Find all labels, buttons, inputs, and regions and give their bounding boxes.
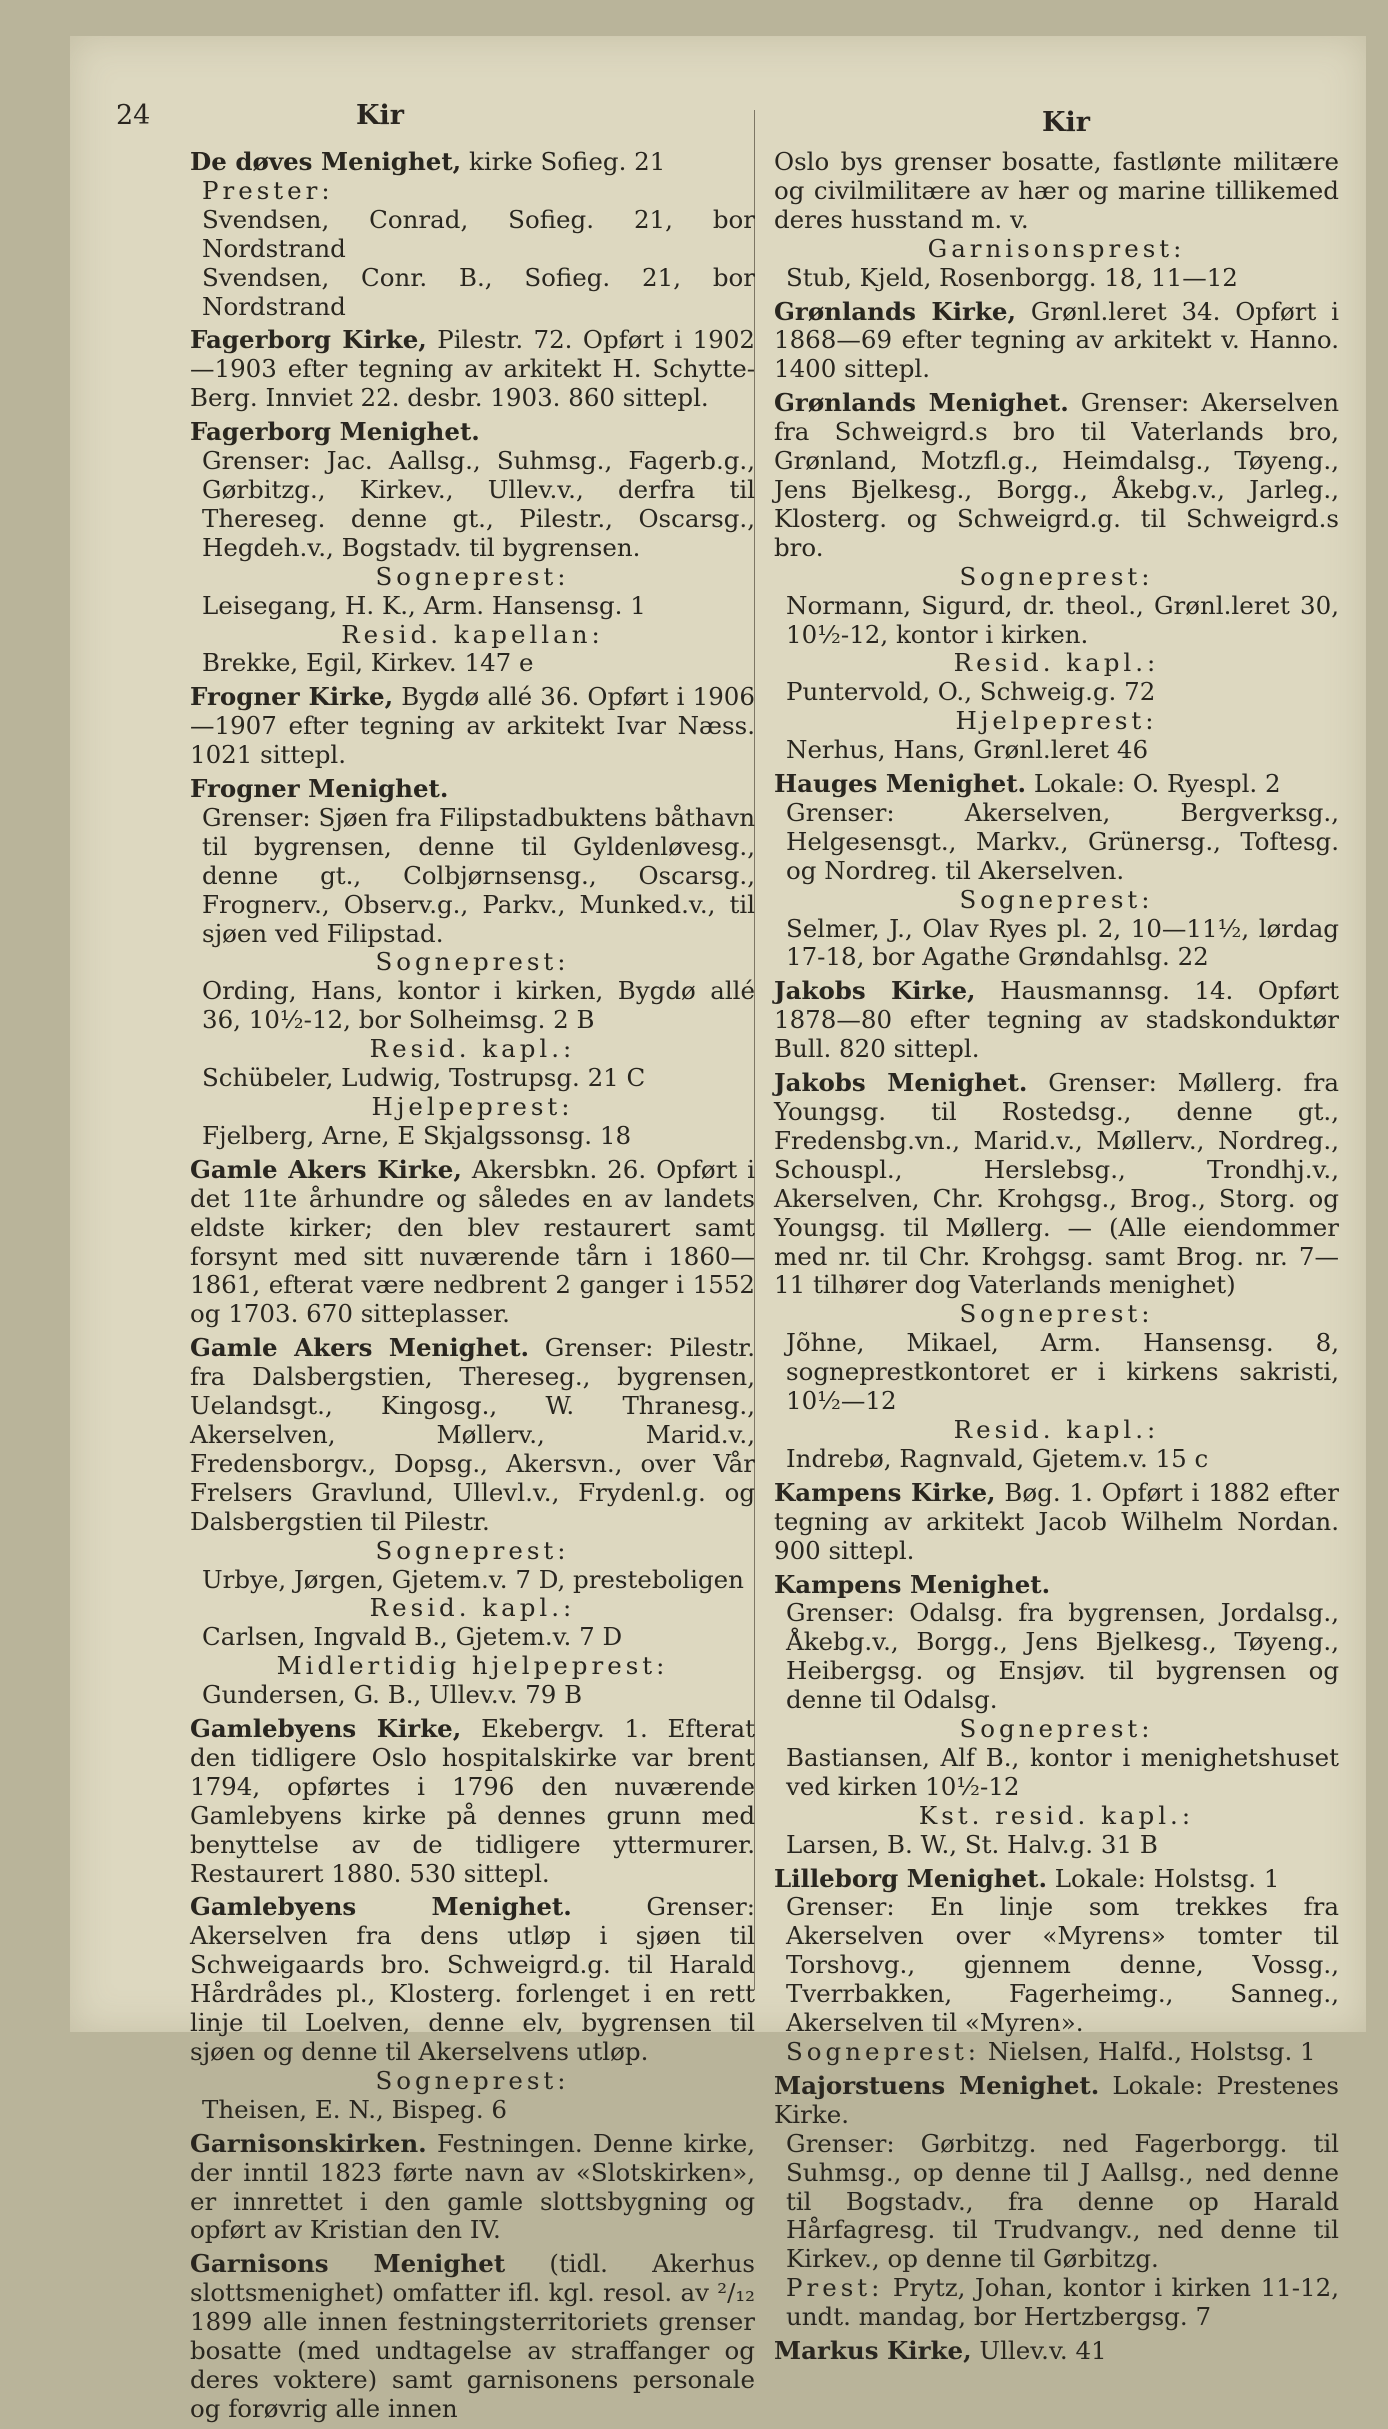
- directory-entry: [190, 1715, 755, 1888]
- role-label: Sogneprest:: [786, 2037, 981, 2066]
- entry-boundary-text: Grenser: Odalsg. fra bygrensen, Jordalsg., Åkebg.v., Borgg., Jens Bjelkesg., Tøyeng., Heibergsg. og Ensjøv. til bygrensen og denne til Odalsg.: [786, 1598, 1339, 1715]
- entry-title: Fagerborg Menighet.: [190, 417, 480, 447]
- page-header: [0, 62, 1388, 138]
- directory-entry: [774, 148, 1339, 293]
- entry-text: Grenser: Pilestr. fra Dalsbergstien, Thereseg., bygrensen, Uelandsgt., Kingosg., W. Thranesg., Akerselven, Møllerv., Marid.v., Fredensborgv., Dopsg., Akersvn., over Vår Frelsers Gravlund, Ullevl.v., Frydenl.g. og Dalsbergstien til Pilestr.: [190, 1333, 755, 1536]
- role-label: Hjelpeprest:: [371, 1092, 574, 1121]
- role-person: Selmer, J., Olav Ryes pl. 2, 10—11½, lørdag 17-18, bor Agathe Grøndahlsg. 22: [786, 913, 1339, 972]
- role-label: Sogneprest:: [959, 1299, 1154, 1329]
- entry-heading-line: [774, 770, 1339, 799]
- entry-title: Grønlands Menighet.: [774, 388, 1069, 418]
- role-person: Ording, Hans, kontor i kirken, Bygdø allé 36, 10½-12, bor Solheimsg. 2 B: [202, 976, 755, 1035]
- entry-title: Jakobs Menighet.: [774, 1068, 1028, 1098]
- entry-title: Gamlebyens Kirke,: [190, 1714, 462, 1744]
- directory-entry: [190, 148, 755, 321]
- entry-text: Grenser: Møllerg. fra Youngsg. til Rostedsg., denne gt., Fredensbg.vn., Marid.v., Møllerv., Nordreg., Schouspl., Herslebsg., Trondhj.v., Akerselven, Chr. Krohgsg., Brog., Storg. og Youngsg. til Møllerg. — (Alle eiendommer med nr. til Chr. Krohgsg. samt Brog. nr. 7—11 tilhører dog Vaterlands menighet): [774, 1068, 1339, 1300]
- entry-title: Garnisonskirken.: [190, 2128, 427, 2158]
- entry-heading-line: [774, 389, 1339, 562]
- entry-text: kirke Sofieg. 21: [468, 147, 666, 176]
- role-person: Theisen, E. N., Bispeg. 6: [202, 2094, 508, 2124]
- entry-text: Lokale: O. Ryespl. 2: [1033, 769, 1281, 799]
- role-person: Svendsen, Conrad, Sofieg. 21, bor Nordstrand: [202, 204, 755, 263]
- directory-entry: [774, 770, 1339, 972]
- entry-title: Jakobs Kirke,: [774, 976, 976, 1006]
- entry-title: Gamle Akers Menighet.: [190, 1333, 530, 1363]
- entry-heading-line: [190, 148, 755, 177]
- entry-heading-line: [774, 1069, 1339, 1300]
- directory-entry: [190, 1156, 755, 1329]
- entry-title: Kampens Menighet.: [774, 1569, 1051, 1599]
- role-label: Hjelpeprest:: [955, 706, 1158, 736]
- role-person: Larsen, B. W., St. Halv.g. 31 B: [786, 1829, 1158, 1859]
- entry-heading-line: [190, 1893, 755, 2066]
- role-label: Resid. kapl.:: [369, 1034, 576, 1064]
- right-column: [774, 148, 1339, 2371]
- entry-heading-line: [190, 2130, 755, 2246]
- role-label: Sogneprest:: [959, 1714, 1154, 1744]
- directory-entry: [190, 775, 755, 1151]
- role-label: Resid. kapl.:: [369, 1593, 576, 1623]
- directory-entry: [774, 2072, 1339, 2332]
- entry-title: Gamlebyens Menighet.: [190, 1892, 572, 1922]
- role-label: Sogneprest:: [375, 1535, 570, 1565]
- role-person: Leisegang, H. K., Arm. Hansensg. 1: [202, 590, 646, 620]
- directory-entry: [774, 2337, 1339, 2366]
- entry-heading-line: [190, 1715, 755, 1888]
- directory-entry: [190, 683, 755, 770]
- role-label: Sogneprest:: [375, 561, 570, 591]
- entry-text: Bøg. 1. Opført i 1882 efter tegning av arkitekt Jacob Wilhelm Nordan. 900 sittepl.: [774, 1477, 1339, 1565]
- directory-entry: [774, 298, 1339, 385]
- entry-boundary-text: Grenser: Akerselven, Bergverksg., Helgesensgt., Markv., Grünersg., Toftesg. og Nordreg. til Akerselven.: [786, 797, 1339, 885]
- entry-heading-line: [190, 683, 755, 770]
- role-person: Carlsen, Ingvald B., Gjetem.v. 7 D: [202, 1622, 623, 1652]
- role-label: Sogneprest:: [959, 884, 1154, 914]
- entry-heading-line: [190, 1156, 755, 1329]
- role-person: Bastiansen, Alf B., kontor i menighetshuset ved kirken 10½-12: [786, 1742, 1339, 1801]
- header-right-word: Kir: [1042, 107, 1090, 138]
- role-person: Puntervold, O., Schweig.g. 72: [786, 677, 1156, 707]
- entry-heading-line: [774, 1571, 1339, 1600]
- entry-text: Akersbkn. 26. Opført i det 11te århundre og således en av landets eldste kirker; den blev restaurert samt forsynt med sitt nuværende tårn i 1860—1861, efterat være nedbrent 2 ganger i 1552 og 1703. 670 sitteplasser.: [190, 1154, 755, 1329]
- directory-entry: [774, 1865, 1339, 2067]
- role-person: Indrebø, Ragnvald, Gjetem.v. 15 c: [786, 1443, 1209, 1473]
- role-person: Prytz, Johan, kontor i kirken 11-12, undt. mandag, bor Hertzbergsg. 7: [786, 2273, 1339, 2332]
- role-label: Resid. kapellan:: [341, 619, 604, 649]
- entry-heading-line: [774, 1479, 1339, 1566]
- directory-entry: [774, 389, 1339, 765]
- role-person: Gundersen, G. B., Ullev.v. 79 B: [202, 1680, 583, 1710]
- role-line: [774, 2274, 1339, 2332]
- role-label: Sogneprest:: [959, 561, 1154, 591]
- page-number: 24: [116, 100, 151, 131]
- entry-text: Lokale: Holstsg. 1: [1054, 1863, 1280, 1893]
- entry-text: Lokale: Prestenes Kirke.: [774, 2070, 1339, 2129]
- directory-entry: [774, 1571, 1339, 1860]
- entry-text: Bygdø allé 36. Opført i 1906—1907 efter tegning av arkitekt Ivar Næss. 1021 sittepl.: [190, 682, 755, 770]
- directory-entry: [190, 326, 755, 413]
- entry-heading-line: [774, 1865, 1339, 1894]
- role-person: Urbye, Jørgen, Gjetem.v. 7 D, presteboligen: [202, 1564, 744, 1594]
- role-person: Fjelberg, Arne, E Skjalgssonsg. 18: [202, 1120, 632, 1150]
- entry-title: Garnisons Menighet: [190, 2249, 506, 2279]
- left-column: [190, 148, 755, 2429]
- entry-heading-line: [190, 775, 755, 804]
- entry-heading-line: [190, 2250, 755, 2423]
- role-label: Sogneprest:: [375, 2065, 570, 2095]
- directory-entry: [190, 2130, 755, 2246]
- role-person: Schübeler, Ludwig, Tostrupsg. 21 C: [202, 1063, 646, 1093]
- entry-boundary-text: Grenser: Jac. Aallsg., Suhmsg., Fagerb.g., Gørbitzg., Kirkev., Ullev.v., derfra til Thereseg. denne gt., Pilestr., Oscarsg., Hegdeh.v., Bogstadv. til bygrensen.: [202, 446, 755, 562]
- entry-text: Festningen. Denne kirke, der inntil 1823 førte navn av «Slotskirken», er innrettet i den gamle slottsbygning og opført av Kristian den IV.: [190, 2128, 755, 2245]
- role-label: Kst. resid. kapl.:: [918, 1800, 1195, 1830]
- entry-text: Pilestr. 72. Opført i 1902—1903 efter tegning av arkitekt H. Schytte-Berg. Innviet 22. desbr. 1903. 860 sittepl.: [190, 325, 755, 413]
- role-label: Resid. kapl.:: [953, 648, 1160, 678]
- entry-text: Ekebergv. 1. Efterat den tidligere Oslo hospitalskirke var brent 1794, opførtes i 1796 den nuværende Gamlebyens kirke på dennes grunn med benyttelse av de tidligere yttermurer. Restaurert 1880. 530 sittepl.: [190, 1714, 755, 1888]
- directory-entry: [774, 1479, 1339, 1566]
- entry-boundary-text: Grenser: En linje som trekkes fra Akerselven over «Myrens» tomter til Torshovg., gjennem denne, Vossg., Tverrbakken, Fagerheimg., Sanneg., Akerselven til «Myren».: [786, 1892, 1339, 2038]
- entry-heading-line: [774, 977, 1339, 1064]
- entry-heading-line: [774, 2072, 1339, 2130]
- entry-heading-line: [190, 326, 755, 413]
- directory-entry: [774, 977, 1339, 1064]
- entry-text: Hausmannsg. 14. Opført 1878—80 efter tegning av stadskonduktør Bull. 820 sittepl.: [774, 976, 1339, 1064]
- role-person: Normann, Sigurd, dr. theol., Grønl.leret 30, 10½-12, kontor i kirken.: [786, 590, 1339, 649]
- entry-title: Lilleborg Menighet.: [774, 1863, 1047, 1893]
- role-person: Svendsen, Conr. B., Sofieg. 21, bor Nordstrand: [202, 262, 755, 321]
- entry-heading-line: [774, 2337, 1339, 2366]
- directory-entry: [190, 2250, 755, 2423]
- entry-title: Markus Kirke,: [774, 2336, 972, 2366]
- entry-text: Grenser: Akerselven fra dens utløp i sjøen til Schweigaards bro. Schweigrd.g. til Harald Hårdrådes pl., Klosterg. forlenget i en rett linje til Loelven, denne elv, bygrensen til sjøen og denne til Akerselvens utløp.: [190, 1892, 755, 2066]
- role-person: Nielsen, Halfd., Holstsg. 1: [987, 2037, 1316, 2066]
- entry-title: Fagerborg Kirke,: [190, 325, 427, 355]
- role-person: Jõhne, Mikael, Arm. Hansensg. 8, sogneprestkontoret er i kirkens sakristi, 10½—12: [786, 1328, 1339, 1416]
- role-line: [774, 2038, 1339, 2067]
- entry-boundary-text: Grenser: Sjøen fra Filipstadbuktens båthavn til bygrensen, denne til Gyldenløvesg., denne gt., Colbjørnsensg., Oscarsg., Frognerv., Observ.g., Parkv., Munked.v., til sjøen ved Filipstad.: [202, 802, 755, 948]
- role-person: Brekke, Egil, Kirkev. 147 e: [202, 648, 534, 678]
- entry-text: Grønl.leret 34. Opført i 1868—69 efter tegning av arkitekt v. Hanno. 1400 sittepl.: [774, 296, 1339, 384]
- role-label: Resid. kapl.:: [953, 1414, 1160, 1444]
- entry-text: (tidl. Akerhus slottsmenighet) omfatter ifl. kgl. resol. av ²/₁₂ 1899 alle innen festningsterritoriets grenser bosatte (med undtagelse av straffanger og deres voktere) samt garnisonens personale og forøvrig alle innen: [190, 2249, 756, 2423]
- entry-title: De døves Menighet,: [190, 147, 462, 176]
- entry-title: Kampens Kirke,: [774, 1477, 996, 1507]
- role-label: Prest:: [786, 2273, 884, 2303]
- entry-boundary-text: Grenser: Gørbitzg. ned Fagerborgg. til Suhmsg., op denne til J Aallsg., ned denne til Bogstadv., fra denne op Harald Hårfagresg. til Trudvangv., ned denne til Kirkev., op denne til Gørbitzg.: [786, 2128, 1339, 2274]
- header-left-word: Kir: [356, 100, 404, 131]
- entry-title: Gamle Akers Kirke,: [190, 1154, 462, 1184]
- directory-entry: [190, 1334, 755, 1710]
- entry-text: Oslo bys grenser bosatte, fastlønte militære og civilmilitære av hær og marine tillikemed deres husstand m. v.: [774, 147, 1339, 234]
- role-label: Garnisonsprest:: [927, 233, 1186, 263]
- entry-title: Frogner Menighet.: [190, 774, 449, 804]
- role-person: Stub, Kjeld, Rosenborgg. 18, 11—12: [786, 262, 1238, 292]
- entry-text: Grenser: Akerselven fra Schweigrd.s bro til Vaterlands bro, Grønland, Motzfl.g., Heimdalsg., Tøyeng., Jens Bjelkesg., Borgg., Åkebg.v., Jarleg., Klosterg. og Schweigrd.g. til Schweigrd.s bro.: [774, 388, 1339, 562]
- entry-title: Hauges Menighet.: [774, 769, 1027, 799]
- role-label: Sogneprest:: [375, 947, 570, 977]
- entry-title: Majorstuens Menighet.: [774, 2070, 1100, 2100]
- entry-heading-line: [774, 298, 1339, 385]
- role-person: Nerhus, Hans, Grønl.leret 46: [786, 735, 1149, 765]
- role-label: Midlertidig hjelpeprest:: [276, 1651, 669, 1681]
- entry-heading-line: [190, 1334, 755, 1536]
- directory-entry: [190, 418, 755, 678]
- entry-text: Ullev.v. 41: [979, 2336, 1107, 2366]
- entry-heading-line: [190, 418, 755, 447]
- entry-title: Frogner Kirke,: [190, 682, 394, 712]
- entry-title: Grønlands Kirke,: [774, 296, 1017, 326]
- directory-entry: [774, 1069, 1339, 1474]
- role-label: Prester:: [202, 175, 334, 205]
- entry-heading-line: [774, 148, 1339, 235]
- directory-entry: [190, 1893, 755, 2124]
